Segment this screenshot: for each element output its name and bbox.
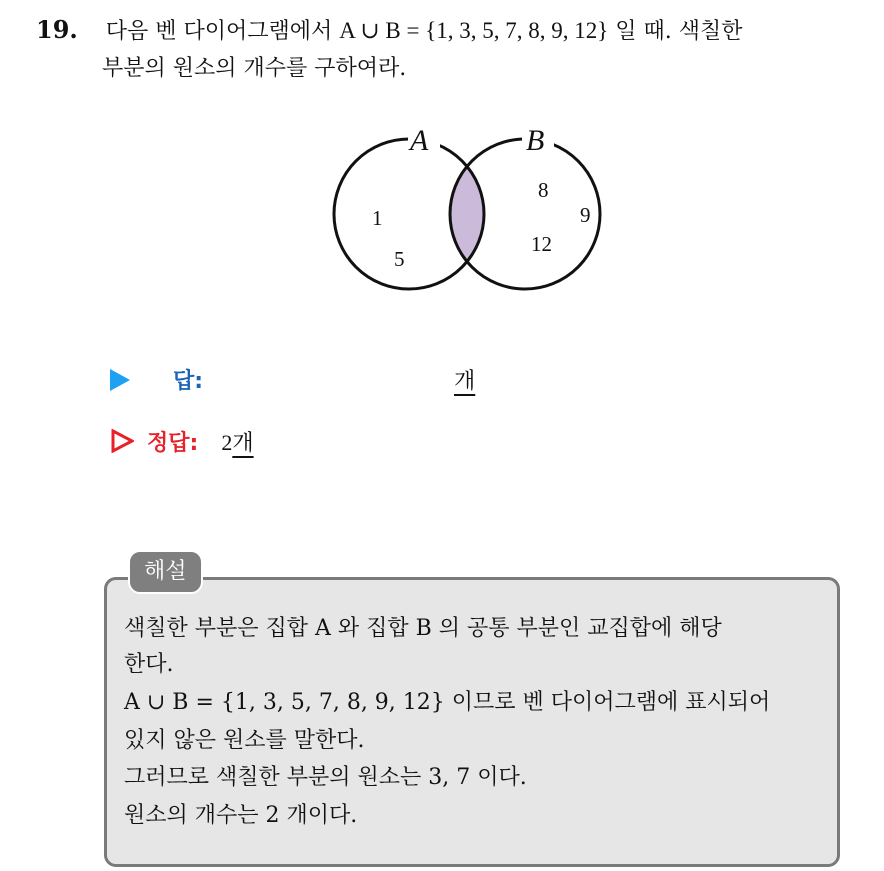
venn-element: 1 bbox=[372, 206, 383, 230]
explanation-line: 색칠한 부분은 집합 A 와 집합 B 의 공통 부분인 교집합에 해당 bbox=[124, 616, 722, 641]
question-number: 19. bbox=[36, 15, 78, 44]
explanation-title: 해설 bbox=[128, 550, 203, 594]
union-expression: A ∪ B = {1, 3, 5, 7, 8, 9, 12} bbox=[339, 18, 609, 43]
explanation-line: 한다. bbox=[124, 652, 174, 677]
venn-element: 5 bbox=[394, 247, 405, 271]
explanation-line: 그러므로 색칠한 부분의 원소는 3, 7 이다. bbox=[124, 765, 527, 790]
question-text-start: 다음 벤 다이어그램에서 bbox=[105, 19, 333, 44]
explanation-line: 원소의 개수는 2 개이다. bbox=[124, 803, 358, 828]
question-line-1 bbox=[36, 14, 743, 48]
answer-label: 답: bbox=[173, 369, 204, 394]
venn-element: 8 bbox=[538, 178, 549, 202]
answer-unit: 개 bbox=[454, 369, 476, 394]
outline-triangle-icon bbox=[110, 429, 134, 453]
correct-answer-value: 2 bbox=[221, 430, 233, 455]
venn-diagram bbox=[300, 105, 650, 345]
correct-answer-label: 정답: bbox=[147, 431, 199, 456]
question-line-2: 부분의 원소의 개수를 구하여라. bbox=[102, 56, 407, 81]
correct-answer-row bbox=[110, 428, 254, 459]
explanation-line: A ∪ B = {1, 3, 5, 7, 8, 9, 12} 이므로 벤 다이어그램에 표시되어 bbox=[124, 690, 771, 715]
explanation-line: 있지 않은 원소를 말한다. bbox=[124, 728, 365, 753]
venn-label-b: B bbox=[526, 124, 545, 157]
play-triangle-icon bbox=[110, 369, 130, 391]
answer-row bbox=[110, 367, 476, 397]
venn-element: 12 bbox=[531, 232, 552, 256]
correct-answer-unit: 개 bbox=[232, 431, 254, 456]
venn-label-a: A bbox=[410, 124, 429, 157]
question-text-tail: 일 때. 색칠한 bbox=[615, 19, 743, 44]
venn-element: 9 bbox=[580, 203, 591, 227]
